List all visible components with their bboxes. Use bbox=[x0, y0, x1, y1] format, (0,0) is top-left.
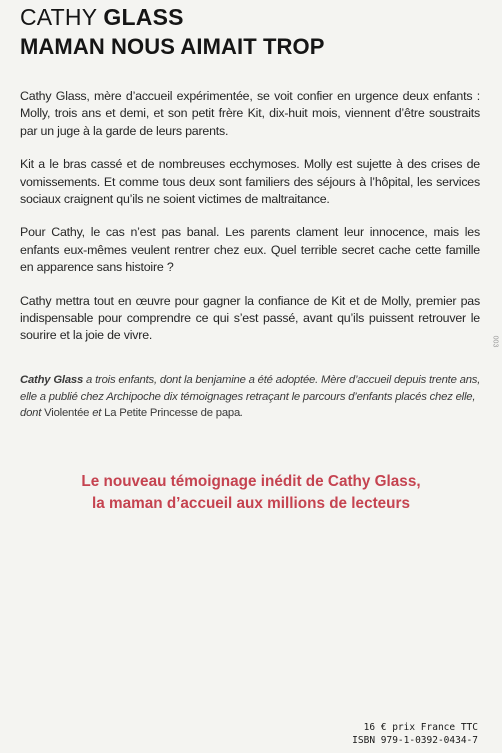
bio-author-name: Cathy Glass bbox=[20, 374, 84, 386]
blurb bbox=[20, 88, 480, 361]
bio-text: a trois enfants, dont la benjamine a été adoptée. Mère d’accueil depuis trente ans, elle a publié chez Archipoche dix témoignages retraçant le parcours d’enfants placés chez elle, dont bbox=[20, 374, 481, 420]
author-first-name: CATHY bbox=[20, 4, 97, 30]
isbn-text: ISBN 979-1-0392-0434-7 bbox=[352, 735, 478, 746]
price-block bbox=[352, 721, 478, 747]
bio-book-title: La Petite Princesse de papa bbox=[104, 407, 241, 420]
bio-book-title: Violentée bbox=[44, 407, 90, 420]
author-name bbox=[20, 2, 184, 32]
author-bio bbox=[20, 372, 486, 422]
bio-text-end: . bbox=[240, 407, 244, 420]
tagline-line: la maman d’accueil aux millions de lecteurs bbox=[92, 495, 410, 512]
blurb-paragraph: Kit a le bras cassé et de nombreuses ecchymoses. Molly est sujette à des crises de vomissements. Et comme tous deux sont familiers des séjours à l’hôpital, les services sociaux craignent qu’ils ne soient victimes de maltraitance. bbox=[20, 157, 480, 207]
price-text: 16 € prix France TTC bbox=[363, 722, 478, 733]
bio-connector: et bbox=[89, 407, 105, 420]
blurb-paragraph: Pour Cathy, le cas n’est pas banal. Les parents clament leur innocence, mais les enfants eux-mêmes veulent rentrer chez eux. Quel terrible secret cache cette famille en apparence sans histoire ? bbox=[20, 225, 480, 275]
edge-mark: 003 bbox=[491, 335, 499, 348]
tagline bbox=[0, 471, 502, 515]
author-last-name: GLASS bbox=[103, 4, 184, 30]
blurb-paragraph: Cathy Glass, mère d’accueil expérimentée, se voit confier en urgence deux enfants : Molly, trois ans et demi, et son petit frère Kit, dix-huit mois, viennent d’être soustraits par un juge à la garde de leurs parents. bbox=[20, 89, 480, 138]
blurb-paragraph: Cathy mettra tout en œuvre pour gagner la confiance de Kit et de Molly, premier pas indispensable pour comprendre ce qui s’est passé, avant qu’ils puissent retrouver le sourire et la joie de vivre. bbox=[20, 293, 480, 343]
tagline-line: Le nouveau témoignage inédit de Cathy Glass, bbox=[81, 473, 421, 490]
book-title: MAMAN NOUS AIMAIT TROP bbox=[20, 34, 325, 59]
